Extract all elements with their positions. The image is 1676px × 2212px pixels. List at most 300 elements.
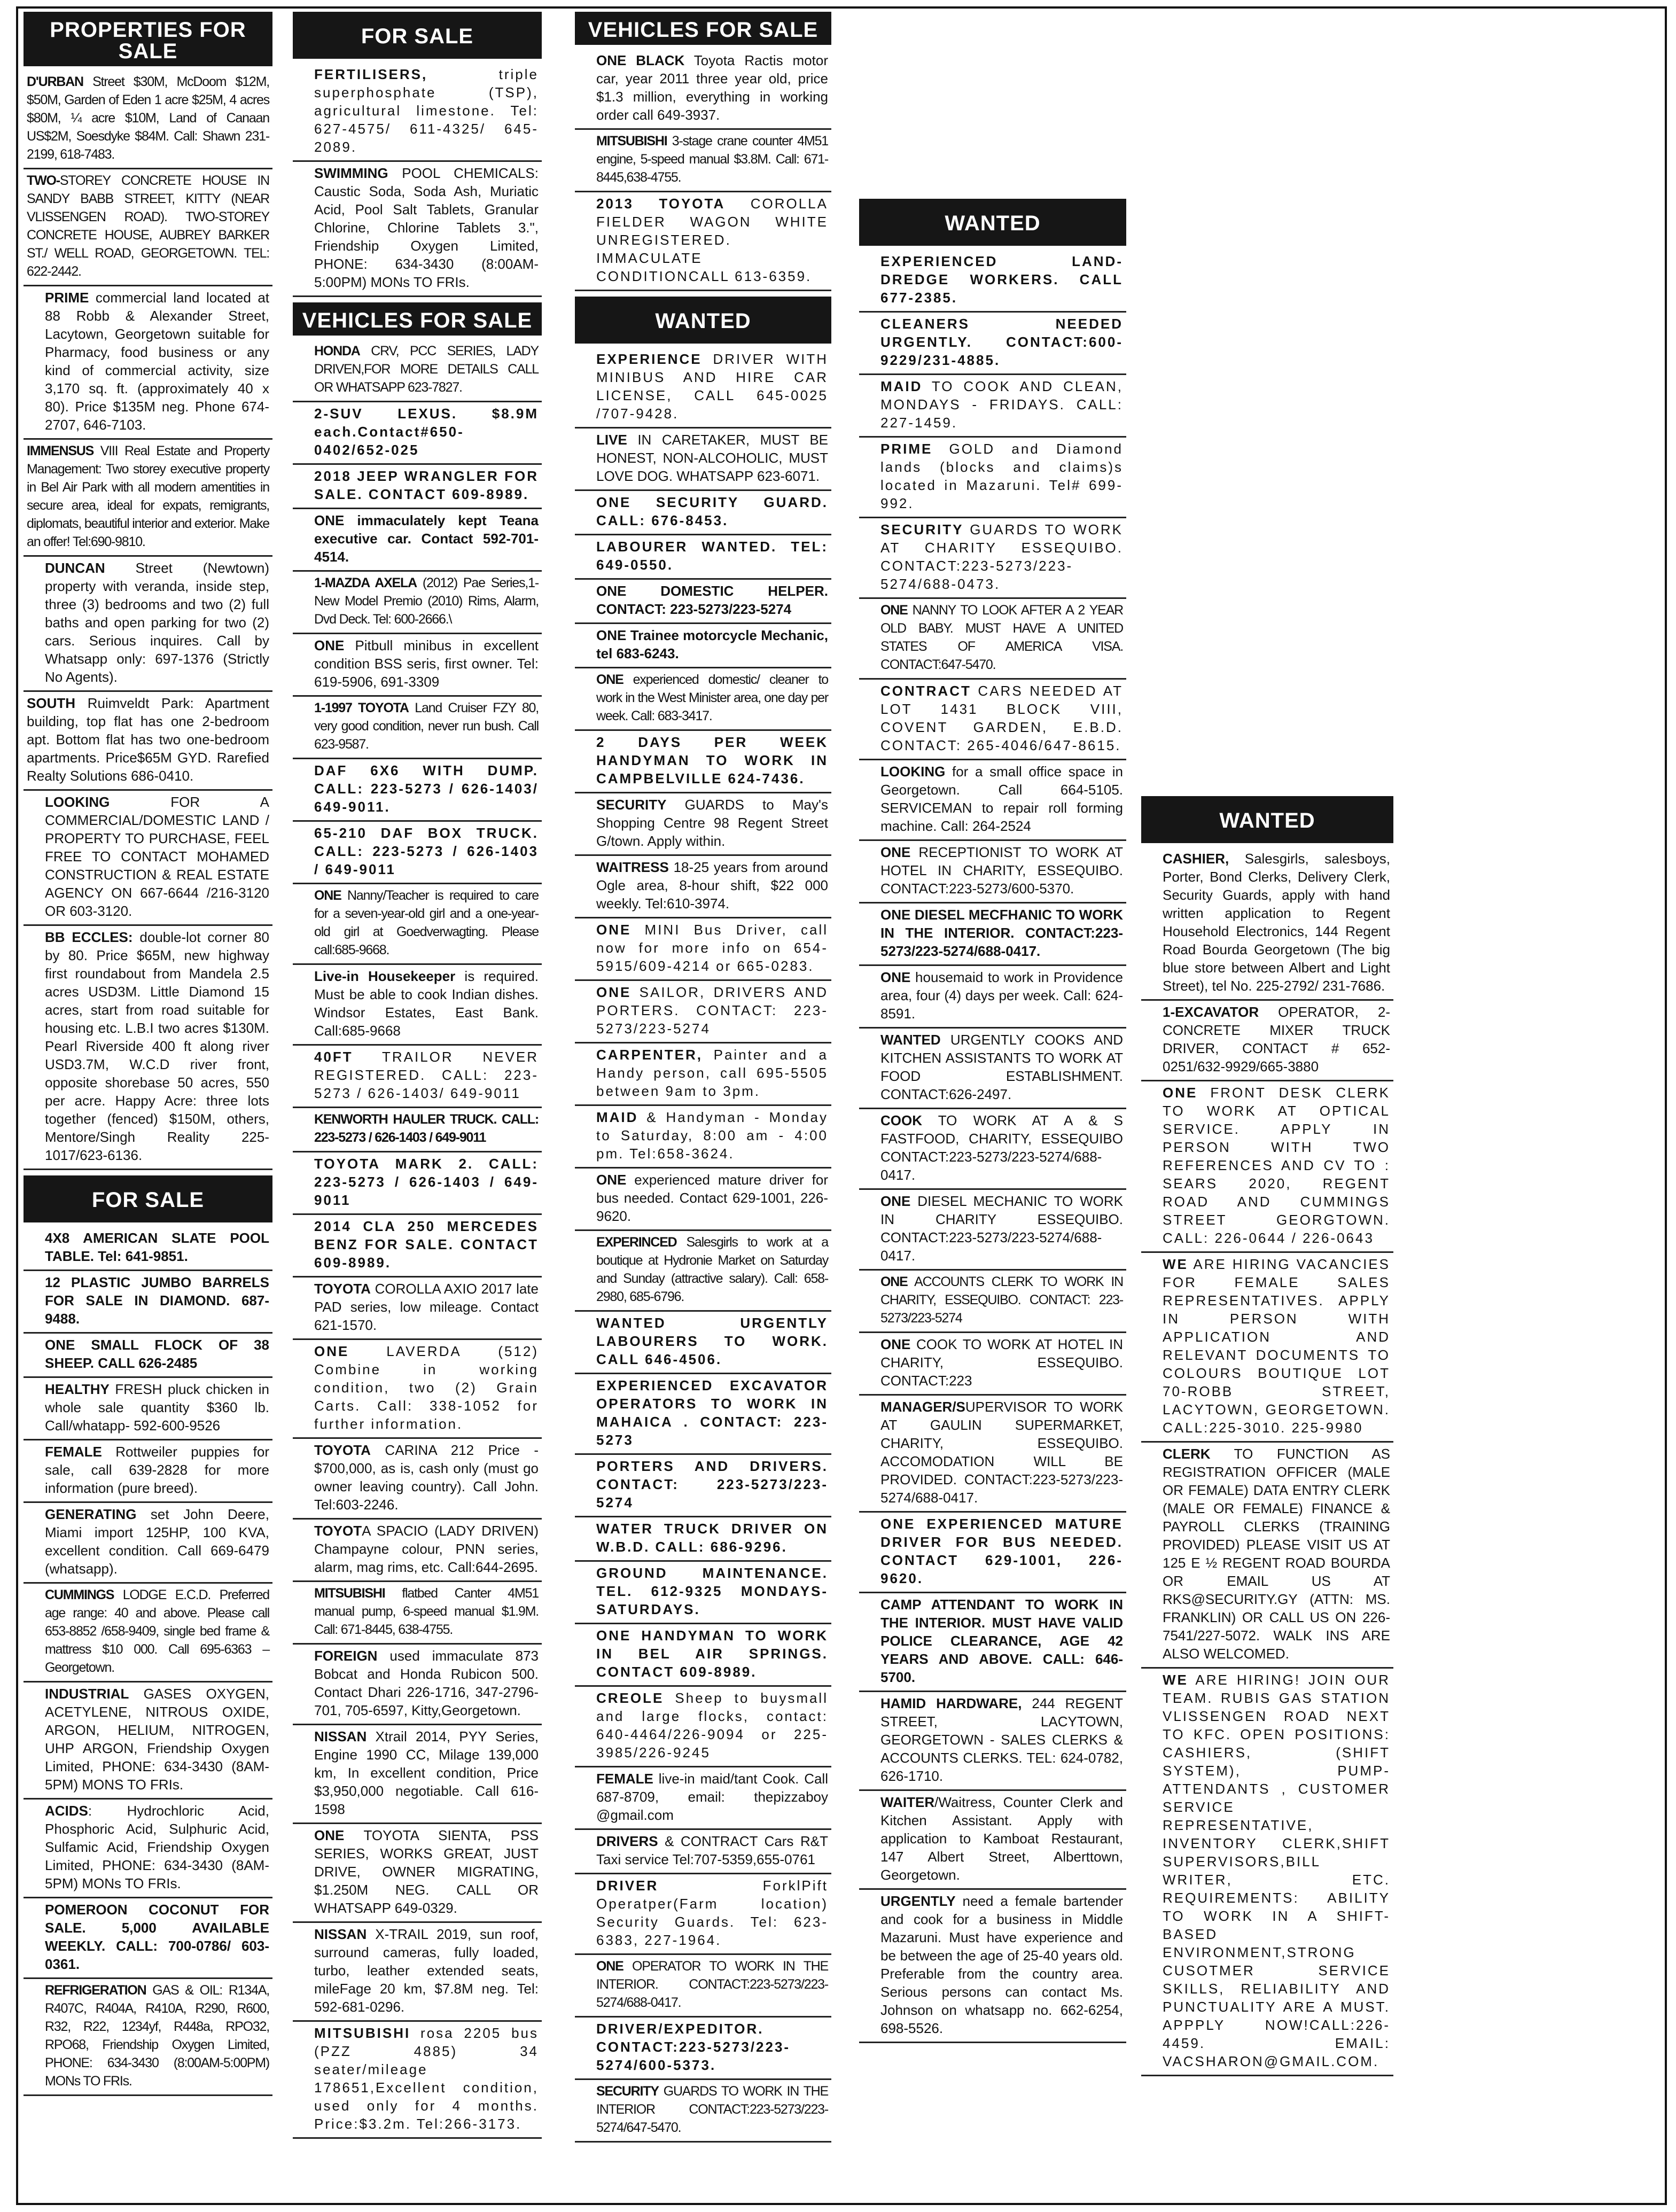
ad-keyword: ONE: [314, 888, 341, 903]
ad-keyword: DRIVERS: [596, 1833, 658, 1849]
ad-text: double-lot corner 80 by 80. Price $65M, new highway first roundabout from Mandela 2.5 acres USD3M. Little Diamond 15 acres, start from road suitable for housing etc. L.B.I two acres $130M. Pearl Riverside 400 ft along river USD3.7M, W.C.D river front, opposite shorebase 50 acres, 550 per acre. Happy Acre: three lots together (fenced) $150M, others, Mentore/Singh Reality 225-1017/623-6136.: [45, 929, 269, 1163]
ad-text: STOREY CONCRETE HOUSE IN SANDY BABB STREET, KITTY (NEAR VLISSENGEN ROAD). TWO-STOREY CONCRETE HOUSE, AUBREY BARKER ST./ WELL ROAD, GEORGETOWN. TEL: 622-2442.: [27, 173, 269, 279]
ad-keyword: MITSUBISHI: [596, 134, 667, 149]
classified-ad: [293, 1278, 542, 1340]
classified-ad: [293, 1108, 542, 1152]
ad-keyword: FEMALE: [45, 1444, 102, 1460]
ad-text: 244 REGENT STREET, LACYTOWN, GEORGETOWN - SALES CLERKS & ACCOUNTS CLERKS. TEL: 624-0782, 626-1710.: [880, 1695, 1123, 1784]
classified-ad: [24, 926, 272, 1170]
ad-keyword: SECURITY: [596, 797, 667, 813]
ad-text: CRV, PCC SERIES, LADY DRIVEN,FOR MORE DETAILS CALL OR WHATSAPP 623-7827.: [314, 344, 539, 395]
ad-keyword: ONE: [880, 969, 911, 985]
ad-text: used immaculate 873 Bobcat and Honda Rubicon 500. Contact Dhari 226-1716, 347-2796-701, 705-6597, Kitty,Georgetown.: [314, 1648, 539, 1718]
classified-ad: [575, 731, 831, 793]
ad-text: RECEPTIONIST TO WORK AT HOTEL IN CHARITY, ESSEQUIBO. CONTACT:223-5273/600-5370.: [880, 844, 1123, 897]
classified-ad: [575, 1830, 831, 1874]
classified-ad: [859, 313, 1126, 375]
classified-ad: [575, 856, 831, 918]
ad-keyword: POMEROON COCONUT FOR SALE. 5,000 AVAILABLE WEEKLY. CALL: 700-0786/ 603-0361.: [45, 1902, 269, 1972]
ad-keyword: ONE: [314, 1343, 349, 1359]
column-2: [293, 12, 542, 2202]
ad-text: Pitbull minibus in excellent condition BSS seris, first owner. Tel: 619-5906, 691-3309: [314, 637, 539, 690]
ad-text: Street $30M, McDoom $12M, $50M, Garden of Eden 1 acre $25M, 4 acres $80M, ¼ acre $10M, Land of Canaan US$2M, Soesdyke $84M. Call: Shawn 231-2199, 618-7483.: [27, 74, 269, 162]
ad-keyword: CAMP ATTENDANT TO WORK IN THE INTERIOR. MUST HAVE VALID POLICE CLEARANCE, AGE 42 YEARS AND ABOVE. CALL: 646-5700.: [880, 1596, 1123, 1685]
ad-text: TO WORK AT A & S FASTFOOD, CHARITY, ESSEQUIBO CONTACT:223-5273/223-5274/688-0417.: [880, 1112, 1123, 1183]
ad-keyword: CASHIER,: [1163, 851, 1229, 867]
ad-keyword: ONE: [596, 984, 632, 1000]
classified-ad: [24, 71, 272, 169]
classified-ad: [1141, 1253, 1393, 1443]
section-header: FOR SALE: [293, 12, 542, 59]
ad-text: 18-25 years from around Ogle area, 8-hour shift, $22 000 weekly. Tel:610-3974.: [596, 859, 828, 912]
ad-text: OPERATOR TO WORK IN THE INTERIOR. CONTACT:223-5273/223-5274/688-0417.: [596, 1959, 828, 2010]
classified-ad: [293, 822, 542, 884]
ad-keyword: TWO-: [27, 173, 60, 188]
ad-text: Nanny/Teacher is required to care for a seven-year-old girl and a one-year-old girl at Goedverwagting. Please call:685-9668.: [314, 888, 539, 957]
classified-ad: [575, 1687, 831, 1767]
ad-keyword: EXPERINCED: [596, 1235, 677, 1250]
ad-keyword: ONE EXPERIENCED MATURE DRIVER FOR BUS NEEDED. CONTACT 629-1001, 226-9620.: [880, 1516, 1123, 1586]
classified-ad: [575, 1455, 831, 1517]
ad-text: GUARDS TO WORK IN THE INTERIOR CONTACT:223-5273/223-5274/647-5470.: [596, 2084, 828, 2135]
ad-keyword: ONE BLACK: [596, 52, 685, 68]
ad-text: GASES OXYGEN, ACETYLENE, NITROUS OXIDE, ARGON, HELIUM, NITROGEN, UHP ARGON, Friendship Oxygen Limited, PHONE: 634-3430 (8AM-5PM) MONS TO FRIs.: [45, 1686, 269, 1793]
classified-ad: [293, 572, 542, 634]
column-1: [24, 12, 272, 2202]
ad-keyword: 1-EXCAVATOR: [1163, 1004, 1259, 1020]
classified-ad: [575, 130, 831, 192]
ad-keyword: ONE: [880, 844, 911, 860]
classified-ad: [575, 668, 831, 731]
ad-text: Salesgirls, salesboys, Porter, Bond Clerks, Delivery Clerk, Security Guards, apply with hand written application to Regent Household Electronics, 144 Regent Road Bourda Georgetown (The big blue store between Albert and Light Street), tel No. 225-2792/ 231-7686.: [1163, 851, 1390, 994]
classified-ad: [575, 1624, 831, 1687]
ad-keyword: LOOKING: [45, 794, 110, 810]
column-4: [859, 12, 1126, 2202]
classified-ad: [24, 1584, 272, 1683]
ad-keyword: ONE: [596, 1959, 623, 1974]
ad-keyword: FEMALE: [596, 1771, 653, 1787]
ad-keyword: MANAGER/S: [880, 1399, 965, 1415]
classified-ad: [575, 1169, 831, 1231]
ad-keyword: ONE DOMESTIC HELPER. CONTACT: 223-5273/223-5274: [596, 583, 828, 617]
ad-keyword: HAMID HARDWARE,: [880, 1695, 1022, 1711]
ad-keyword: WANTED: [880, 1032, 941, 1048]
ad-keyword: ONE: [596, 672, 623, 687]
classified-ad: [859, 375, 1126, 438]
classified-ad: [859, 599, 1126, 680]
classified-ad: [293, 1725, 542, 1824]
ad-keyword: PRIME: [45, 290, 89, 306]
classified-ad: [1141, 847, 1393, 1001]
classified-ad: [859, 438, 1126, 518]
ad-keyword: WATER TRUCK DRIVER ON W.B.D. CALL: 686-9296.: [596, 1521, 828, 1555]
classified-ad: [859, 1029, 1126, 1109]
classified-ad: [859, 904, 1126, 966]
classified-ad: [575, 491, 831, 535]
ad-text: GUARDS to May's Shopping Centre 98 Regent Street G/town. Apply within.: [596, 797, 828, 849]
classified-ad: [859, 518, 1126, 599]
ad-keyword: EXPERIENCED EXCAVATOR OPERATORS TO WORK IN MAHAICA . CONTACT: 223-5273: [596, 1377, 828, 1448]
classified-ad: [24, 1227, 272, 1271]
ad-keyword: NISSAN: [314, 1926, 367, 1942]
classified-ad: [24, 1800, 272, 1898]
ad-keyword: ONE SECURITY GUARD. CALL: 676-8453.: [596, 494, 828, 528]
section-header: WANTED: [575, 297, 831, 344]
classified-ad: [293, 1340, 542, 1439]
ad-keyword: 1-1997 TOYOTA: [314, 700, 409, 715]
ad-text: FRONT DESK CLERK TO WORK AT OPTICAL SERVICE. APPLY IN PERSON WITH TWO REFERENCES AND CV TO : SEARS 2020, REGENT ROAD AND CUMMINGS STREET GEORGTOWN. CALL: 226-0644 / 226-0643: [1163, 1085, 1390, 1246]
ad-text: live-in maid/tant Cook. Call 687-8709, email: thepizzaboy @gmail.com: [596, 1771, 828, 1823]
classified-ad: [575, 1106, 831, 1169]
classified-ad: [293, 697, 542, 759]
ad-text: URGENTLY COOKS AND KITCHEN ASSISTANTS TO WORK AT FOOD ESTABLISHMENT. CONTACT:626-2497.: [880, 1032, 1123, 1102]
ad-text: TRAILOR NEVER REGISTERED. CALL: 223-5273 / 626-1403/ 649-9011: [314, 1049, 539, 1101]
ad-text: need a female bartender and cook for a business in Middle Mazaruni. Must have experience and be between the age of 25-40 years old. Preferable from the country area. Serious persons can contact Ms. Johnson on whatsapp no. 662-6254, 698-5526.: [880, 1893, 1123, 2036]
classified-ad: [575, 535, 831, 580]
ad-text: FRESH pluck chicken in whole sale quantity $360 lb. Call/whatapp- 592-600-9526: [45, 1381, 269, 1434]
classified-ad: [293, 402, 542, 465]
ad-text: Sheep to buysmall and large flocks, contact: 640-4464/226-9094 or 225-3985/226-9245: [596, 1690, 828, 1761]
section-header: PROPERTIES FOR SALE: [24, 12, 272, 66]
ad-keyword: REFRIGERATION: [45, 1983, 146, 1998]
classified-ad: [859, 1333, 1126, 1396]
classified-ad: [859, 1109, 1126, 1190]
ad-keyword: ONE Trainee motorcycle Mechanic, tel 683-6243.: [596, 627, 828, 661]
classified-ad: [575, 1231, 831, 1312]
ad-text: TOYOTA SIENTA, PSS SERIES, WORKS GREAT, JUST DRIVE, OWNER MIGRATING, $1.250M NEG. CALL OR WHATSAPP 649-0329.: [314, 1827, 539, 1916]
classified-ad: [1141, 1001, 1393, 1081]
ad-keyword: INDUSTRIAL: [45, 1686, 129, 1702]
ad-keyword: ONE: [880, 1193, 911, 1209]
ad-text: /Waitress, Counter Clerk and Kitchen Assistant. Apply with application to Kamboat Restaurant, 147 Albert Street, Alberttown, Georgetown.: [880, 1794, 1123, 1883]
ad-keyword: SECURITY: [596, 2084, 659, 2099]
classified-ad: [1141, 1081, 1393, 1253]
classified-ad: [293, 1824, 542, 1923]
classified-ad: [859, 680, 1126, 760]
classified-ad: [859, 1791, 1126, 1890]
ad-text: LAVERDA (512) Combine in working condition, two (2) Grain Carts. Call: 338-1052 for further information.: [314, 1343, 539, 1432]
classified-ad: [293, 1046, 542, 1108]
classified-ad: [293, 1645, 542, 1725]
ad-text: COROLLA AXIO 2017 late PAD series, low mileage. Contact 621-1570.: [314, 1281, 539, 1333]
ad-text: Painter and a Handy person, call 695-5505 between 9am to 3pm.: [596, 1047, 828, 1099]
ad-keyword: LOOKING: [880, 764, 946, 780]
ad-keyword: FOREIGN: [314, 1648, 378, 1664]
ad-keyword: 2014 CLA 250 MERCEDES BENZ FOR SALE. CONTACT 609-8989.: [314, 1218, 539, 1271]
ad-keyword: SWIMMING: [314, 165, 388, 181]
ad-keyword: CUMMINGS: [45, 1587, 114, 1602]
ad-keyword: PORTERS AND DRIVERS. CONTACT: 223-5273/223-5274: [596, 1458, 828, 1510]
column-5: [1141, 12, 1393, 2202]
classified-ad: [24, 1979, 272, 2096]
ad-keyword: WAITER: [880, 1794, 935, 1810]
ad-keyword: DRIVER/EXPEDITOR. CONTACT:223-5273/223-5274/600-5373.: [596, 2021, 791, 2073]
classified-ad: [575, 1312, 831, 1374]
classified-ad: [575, 1874, 831, 1955]
ad-keyword: DAF 6X6 WITH DUMP. CALL: 223-5273 / 626-1403/ 649-9011.: [314, 762, 539, 815]
classified-ad: [24, 440, 272, 557]
classified-ad: [575, 2018, 831, 2080]
classified-ad: [859, 1513, 1126, 1593]
ad-text: X-TRAIL 2019, sun roof, surround cameras, fully loaded, turbo, leather extended seats, mileFage 20 km, $7.8M neg. Tel: 592-681-0296.: [314, 1926, 539, 2015]
classified-ad: [575, 1955, 831, 2018]
classified-ad: [293, 1215, 542, 1278]
ad-keyword: TOYOT: [314, 1523, 362, 1539]
ad-keyword: SECURITY: [880, 521, 964, 538]
ad-keyword: KENWORTH HAULER TRUCK. CALL: 223-5273 / 626-1403 / 649-9011: [314, 1112, 539, 1145]
ad-keyword: ONE HANDYMAN TO WORK IN BEL AIR SPRINGS. CONTACT 609-8989.: [596, 1627, 828, 1680]
classified-ad: [859, 1692, 1126, 1791]
classified-ad: [293, 1152, 542, 1215]
classified-ad: [293, 162, 542, 297]
ad-keyword: WE: [1163, 1672, 1188, 1688]
ad-keyword: ONE: [880, 1336, 911, 1352]
ad-text: set John Deere, Miami import 125HP, 100 KVA, excellent condition. Call 669-6479 (whatsapp).: [45, 1506, 269, 1577]
ad-keyword: COOK: [880, 1112, 922, 1128]
ad-text: Toyota Ractis motor car, year 2011 three year old, price $1.3 million, everything in working order call 649-3937.: [596, 52, 828, 123]
ad-keyword: ONE: [596, 1172, 627, 1188]
ad-text: GUARDS TO WORK AT CHARITY ESSEQUIBO. CONTACT:223-5273/223-5274/688-0473.: [880, 521, 1123, 592]
column-3: [575, 12, 831, 2202]
classified-ad: [24, 169, 272, 286]
ad-text: triple superphosphate (TSP), agricultural limestone. Tel: 627-4575/ 611-4325/ 645-2089.: [314, 66, 539, 155]
classified-ad: [1141, 1443, 1393, 1669]
ad-keyword: IMMENSUS: [27, 443, 94, 458]
classified-ad: [293, 634, 542, 697]
ad-keyword: DRIVER: [596, 1878, 659, 1894]
ad-keyword: CREOLE: [596, 1690, 664, 1706]
classified-ad: [575, 1767, 831, 1830]
ad-keyword: 2-SUV LEXUS. $8.9M each.Contact#650-0402/652-025: [314, 406, 539, 458]
classified-ad: [575, 981, 831, 1043]
ad-keyword: DUNCAN: [45, 560, 105, 576]
ad-keyword: GROUND MAINTENANCE. TEL. 612-9325 MONDAYS-SATURDAYS.: [596, 1565, 828, 1617]
ad-text: ARE HIRING! JOIN OUR TEAM. RUBIS GAS STATION VLISSENGEN ROAD NEXT TO KFC. OPEN POSITIONS: CASHIERS, (SHIFT SYSTEM), PUMP-ATTENDANTS , CUSTOMER SERVICE REPRESENTATIVE, INVENTORY CLERK,SHIFT SUPERVISORS,BILL WRITER, ETC. REQUIREMENTS: ABILITY TO WORK IN A SHIFT-BASED ENVIRONMENT,STRONG CUSOTMER SERVICE SKILLS, RELIABILITY AND PUNCTUALITY ARE A MUST. APPPLY NOW!CALL:226-4459. EMAIL: VACSHARON@GMAIL.COM.: [1163, 1672, 1390, 2069]
ad-keyword: 12 PLASTIC JUMBO BARRELS FOR SALE IN DIAMOND. 687-9488.: [45, 1274, 269, 1327]
ad-text: ForklPift Operatper(Farm location) Security Guards. Tel: 623-6383, 227-1964.: [596, 1878, 828, 1948]
section-header: VEHICLES FOR SALE: [293, 302, 542, 336]
ad-text: MINI Bus Driver, call now for more info on 654-5915/609-4214 or 665-0283.: [596, 922, 828, 974]
ad-keyword: CLERK: [1163, 1446, 1211, 1462]
ad-text: A SPACIO (LADY DRIVEN) Champayne colour, PNN series, alarm, mag rims, etc. Call:644-2695.: [314, 1523, 539, 1575]
ad-keyword: URGENTLY: [880, 1893, 956, 1909]
ad-text: for a small office space in Georgetown. Call 664-5105. SERVICEMAN to repair roll forming machine. Call: 264-2524: [880, 764, 1123, 834]
classified-ad: [293, 63, 542, 162]
ad-text: IN CARETAKER, MUST BE HONEST, NON-ALCOHOLIC, MUST LOVE DOG. WHATSAPP 623-6071.: [596, 432, 828, 484]
ad-text: LODGE E.C.D. Preferred age range: 40 and above. Please call 653-8852 /658-9409, single bed frame & mattress $10 000. Call 695-6363 – Georgetown.: [45, 1587, 269, 1675]
classified-ad: [575, 793, 831, 856]
ad-text: flatbed Canter 4M51 manual pump, 6-speed manual $1.9M. Call: 671-8445, 638-4755.: [314, 1586, 539, 1637]
ad-keyword: ONE: [1163, 1085, 1198, 1101]
ad-keyword: CLEANERS NEEDED URGENTLY. CONTACT:600-9229/231-4885.: [880, 316, 1123, 368]
ad-text: ACCOUNTS CLERK TO WORK IN CHARITY, ESSEQUIBO. CONTACT: 223-5273/223-5274: [880, 1274, 1123, 1326]
classified-ad: [575, 348, 831, 429]
classified-ad: [24, 1683, 272, 1800]
ad-keyword: ONE: [596, 922, 632, 938]
ad-keyword: NISSAN: [314, 1728, 367, 1744]
ad-text: Salesgirls to work at a boutique at Hydronie Market on Saturday and Sunday (attractive salary). Call: 658-2980, 685-6796.: [596, 1235, 828, 1304]
ad-keyword: 2 DAYS PER WEEK HANDYMAN TO WORK IN CAMPBELVILLE 624-7436.: [596, 734, 828, 786]
ad-text: Land Cruiser FZY 80, very good condition, never run bush. Call 623-9587.: [314, 700, 539, 752]
ad-text: is required. Must be able to cook Indian dishes. Windsor Estates, East Bank. Call:685-9668: [314, 968, 539, 1039]
ad-keyword: MITSUBISHI: [314, 1586, 385, 1601]
ad-keyword: LIVE: [596, 432, 627, 448]
ad-keyword: 2018 JEEP WRANGLER FOR SALE. CONTACT 609-8989.: [314, 468, 539, 502]
section-header: WANTED: [1141, 796, 1393, 843]
ad-keyword: LABOURER WANTED. TEL: 649-0550.: [596, 539, 828, 573]
ad-keyword: ONE DIESEL MECFHANIC TO WORK IN THE INTERIOR. CONTACT:223-5273/223-5274/688-0417.: [880, 907, 1123, 959]
classified-ad: [575, 1043, 831, 1106]
classified-ad: [24, 1898, 272, 1979]
ad-keyword: WANTED URGENTLY LABOURERS TO WORK. CALL 646-4506.: [596, 1315, 828, 1367]
classified-ad: [859, 841, 1126, 904]
ad-keyword: ONE: [314, 1827, 345, 1843]
ad-keyword: EXPERIENCE: [596, 351, 702, 367]
classified-ad: [24, 1440, 272, 1503]
ad-text: housemaid to work in Providence area, four (4) days per week. Call: 624-8591.: [880, 969, 1123, 1022]
classified-ad: [293, 2022, 542, 2139]
classified-ad: [24, 557, 272, 692]
ad-keyword: TOYOTA: [314, 1442, 371, 1458]
ad-keyword: MAID: [596, 1109, 638, 1125]
ad-keyword: BB ECCLES:: [45, 929, 133, 945]
ad-text: VIII Real Estate and Property Management: Two storey executive property in Bel Air Park with all modern amentities in secure area, ideal for expats, remigrants, diplomats, beautiful interior and exterior. Make an offer! Tel:690-9810.: [27, 443, 269, 549]
ad-text: DRIVER WITH MINIBUS AND HIRE CAR LICENSE, CALL 645-0025 /707-9428.: [596, 351, 828, 422]
classified-ad: [575, 918, 831, 981]
classified-ad: [24, 286, 272, 440]
ad-text: CARINA 212 Price - $700,000, as is, cash only (must go owner leaving country). Call John. Tel:603-2246.: [314, 1442, 539, 1513]
section-header: WANTED: [859, 199, 1126, 246]
classified-ad: [293, 465, 542, 509]
classified-ad: [293, 1582, 542, 1645]
classified-ad: [575, 2080, 831, 2143]
ad-keyword: ONE immaculately kept Teana executive car. Contact 592-701-4514.: [314, 512, 539, 565]
ad-keyword: ACIDS: [45, 1803, 88, 1819]
ad-text: OPERATOR, 2- CONCRETE MIXER TRUCK DRIVER, CONTACT # 652-0251/632-9929/665-3880: [1163, 1004, 1390, 1074]
classified-ad: [575, 1374, 831, 1455]
ad-text: 3-stage crane counter 4M51 engine, 5-speed manual $3.8M. Call: 671-8445,638-4755.: [596, 134, 828, 185]
classified-ad: [575, 192, 831, 291]
classified-ad: [859, 1593, 1126, 1692]
ad-text: Xtrail 2014, PYY Series, Engine 1990 CC, Milage 139,000 km, In excellent condition, Price $3,950,000 negotiable. Call 616-1598: [314, 1728, 539, 1817]
ad-keyword: CARPENTER,: [596, 1047, 703, 1063]
ad-keyword: FERTILISERS,: [314, 66, 428, 82]
classified-ad: [24, 1503, 272, 1584]
ad-text: ARE HIRING VACANCIES FOR FEMALE SALES REPRESENTATIVES. APPLY IN PERSON WITH APPLICATION AND RELEVANT DOCUMENTS TO COLOURS BOUTIQUE LOT 70-ROBB STREET, LACYTOWN, GEORGETOWN. CALL:225-3010. 225-9980: [1163, 1256, 1390, 1436]
classified-ad: [575, 429, 831, 491]
section-header: FOR SALE: [24, 1175, 272, 1222]
ad-text: DIESEL MECHANIC TO WORK IN CHARITY ESSEQUIBO. CONTACT:223-5273/223-5274/688-0417.: [880, 1193, 1123, 1264]
classified-ad: [575, 624, 831, 668]
classified-ad: [24, 791, 272, 926]
ad-keyword: SOUTH: [27, 695, 75, 711]
ad-keyword: CONTRACT: [880, 683, 971, 699]
ad-text: Street (Newtown) property with veranda, inside step, three (3) bedrooms and two (2) full baths and open parking for two (2) cars. Serious inquires. Call by Whatsapp only: 697-1376 (Strictly No Agents).: [45, 560, 269, 685]
section-header: VEHICLES FOR SALE: [575, 12, 831, 45]
ad-text: CARS NEEDED AT LOT 1431 BLOCK VIII, COVENT GARDEN, E.B.D. CONTACT: 265-4046/647-8615.: [880, 683, 1123, 753]
classified-ad: [1141, 1669, 1393, 2076]
classified-ad: [859, 1190, 1126, 1271]
ad-keyword: PRIME: [880, 441, 933, 457]
classified-ad: [859, 966, 1126, 1029]
classified-ad: [859, 250, 1126, 313]
ad-text: COROLLA FIELDER WAGON WHITE UNREGISTERED. IMMACULATE CONDITIONCALL 613-6359.: [596, 196, 828, 284]
ad-keyword: ONE: [880, 603, 908, 618]
ad-keyword: HONDA: [314, 344, 360, 359]
classified-ad: [859, 1890, 1126, 2043]
ad-keyword: 1-MAZDA AXELA: [314, 575, 417, 590]
ad-keyword: 2013 TOYOTA: [596, 196, 726, 212]
ad-text: Rottweiler puppies for sale, call 639-2828 for more information (pure breed).: [45, 1444, 269, 1496]
ad-keyword: 65-210 DAF BOX TRUCK. CALL: 223-5273 / 626-1403 / 649-9011: [314, 825, 539, 877]
ad-text: POOL CHEMICALS: Caustic Soda, Soda Ash, Muriatic Acid, Pool Salt Tablets, Granular Chlorine, Chlorine Tablets 3.", Friendship Oxygen Limited, PHONE: 634-3430 (8:00AM-5:00PM) MONs TO FRIs.: [314, 165, 539, 290]
ad-text: : Hydrochloric Acid, Phosphoric Acid, Sulphuric Acid, Sulfamic Acid, Friendship Oxygen Limited, PHONE: 634-3430 (8AM-5PM) MONs TO FRIs.: [45, 1803, 269, 1891]
ad-text: commercial land located at 88 Robb & Alexander Street, Lacytown, Georgetown suitable for Pharmacy, food business or any kind of commercial activity, size 3,170 sq. ft. (approximately 40 x 80). Price $135M neg. Phone 674-2707, 646-7103.: [45, 290, 269, 433]
ad-text: rosa 2205 bus (PZZ 4885) 34 seater/mileage 178651,Excellent condition, used only for 4 months. Price:$3.2m. Tel:266-3173.: [314, 2025, 539, 2132]
ad-keyword: 4X8 AMERICAN SLATE POOL TABLE. Tel: 641-9851.: [45, 1230, 269, 1264]
classified-ad: [575, 1517, 831, 1562]
ad-keyword: EXPERIENCED LAND-DREDGE WORKERS. CALL 677-2385.: [880, 253, 1123, 306]
ad-text: TO FUNCTION AS REGISTRATION OFFICER (MALE OR FEMALE) DATA ENTRY CLERK (MALE OR FEMALE) FINANCE & PAYROLL CLERKS (TRAINING PROVIDED) PLEASE VISIT US AT 125 E ½ REGENT ROAD BOURDA OR EMAIL US AT RKS@SECURITY.GY (ATTN: MS. FRANKLIN) OR CALL US ON 226-7541/227-5072. WALK INS ARE ALSO WELCOMED.: [1163, 1446, 1390, 1662]
classified-ad: [859, 760, 1126, 841]
ad-keyword: TOYOTA MARK 2. CALL: 223-5273 / 626-1403 / 649-9011: [314, 1156, 539, 1208]
classified-ad: [575, 580, 831, 624]
ad-keyword: ONE SMALL FLOCK OF 38 SHEEP. CALL 626-2485: [45, 1337, 269, 1371]
ad-text: (2012) Pae Series,1- New Model Premio (2010) Rims, Alarm, Dvd Deck. Tel: 600-2666.\: [314, 575, 539, 627]
classified-ad: [575, 1562, 831, 1624]
ad-text: GOLD and Diamond lands (blocks and claims)s located in Mazaruni. Tel# 699-992.: [880, 441, 1123, 511]
classified-ad: [293, 1923, 542, 2022]
classified-ad: [293, 340, 542, 402]
ad-text: Ruimveldt Park: Apartment building, top flat has one 2-bedroom apt. Bottom flat has two one-bedroom apartments. Price$65M GYD. Rarefied Realty Solutions 686-0410.: [27, 695, 269, 784]
ad-text: UPERVISOR TO WORK AT GAULIN SUPERMARKET, CHARITY, ESSEQUIBO. ACCOMODATION WILL BE PROVIDED. CONTACT:223-5273/223-5274/688-0417.: [880, 1399, 1123, 1506]
ad-keyword: WE: [1163, 1256, 1188, 1272]
ad-keyword: WAITRESS: [596, 859, 669, 875]
ad-text: COOK TO WORK AT HOTEL IN CHARITY, ESSEQUIBO. CONTACT:223: [880, 1336, 1123, 1389]
ad-keyword: MITSUBISHI: [314, 2025, 411, 2041]
ad-keyword: GENERATING: [45, 1506, 137, 1522]
ad-keyword: MAID: [880, 378, 923, 394]
ad-text: NANNY TO LOOK AFTER A 2 YEAR OLD BABY. MUST HAVE A UNITED STATES OF AMERICA VISA. CONTACT:647-5470.: [880, 603, 1123, 672]
ad-keyword: Live-in Housekeeper: [314, 968, 456, 984]
classified-ad: [859, 1396, 1126, 1513]
classified-ad: [293, 1520, 542, 1582]
ad-keyword: ONE: [880, 1274, 908, 1289]
classified-ad: [24, 692, 272, 791]
ad-text: GAS & OIL: R134A, R407C, R404A, R410A, R290, R600, R32, R22, 1234yf, R448a, RPO32, RPO68, Friendship Oxygen Limited, PHONE: 634-3430 (8:00AM-5:00PM) MONs TO FRIs.: [45, 1983, 269, 2089]
ad-text: experienced domestic/ cleaner to work in the West Minister area, one day per week. Call: 683-3417.: [596, 672, 828, 723]
ad-text: & Handyman - Monday to Saturday, 8:00 am - 4:00 pm. Tel:658-3624.: [596, 1109, 828, 1162]
ad-text: TO COOK AND CLEAN, MONDAYS - FRIDAYS. CALL: 227-1459.: [880, 378, 1123, 431]
classified-ad: [24, 1334, 272, 1378]
ad-text: SAILOR, DRIVERS AND PORTERS. CONTACT: 223-5273/223-5274: [596, 984, 828, 1037]
classified-ad: [24, 1378, 272, 1440]
ad-keyword: ONE: [314, 637, 345, 653]
ad-keyword: HEALTHY: [45, 1381, 110, 1397]
ad-keyword: TOYOTA: [314, 1281, 371, 1297]
classified-ad: [24, 1271, 272, 1334]
classified-ad: [293, 1439, 542, 1520]
ad-text: & CONTRACT Cars R&T Taxi service Tel:707-5359,655-0761: [596, 1833, 828, 1867]
classified-ad: [293, 759, 542, 822]
classified-ad: [293, 965, 542, 1046]
ad-text: FOR A COMMERCIAL/DOMESTIC LAND / PROPERTY TO PURCHASE, FEEL FREE TO CONTACT MOHAMED CONSTRUCTION & REAL ESTATE AGENCY ON 667-6644 /216-3120 OR 603-3120.: [45, 794, 269, 919]
ad-keyword: 40FT: [314, 1049, 353, 1065]
ad-keyword: D'URBAN: [27, 74, 83, 89]
classified-ad: [293, 884, 542, 965]
classified-ad: [575, 49, 831, 130]
classified-ad: [293, 509, 542, 572]
